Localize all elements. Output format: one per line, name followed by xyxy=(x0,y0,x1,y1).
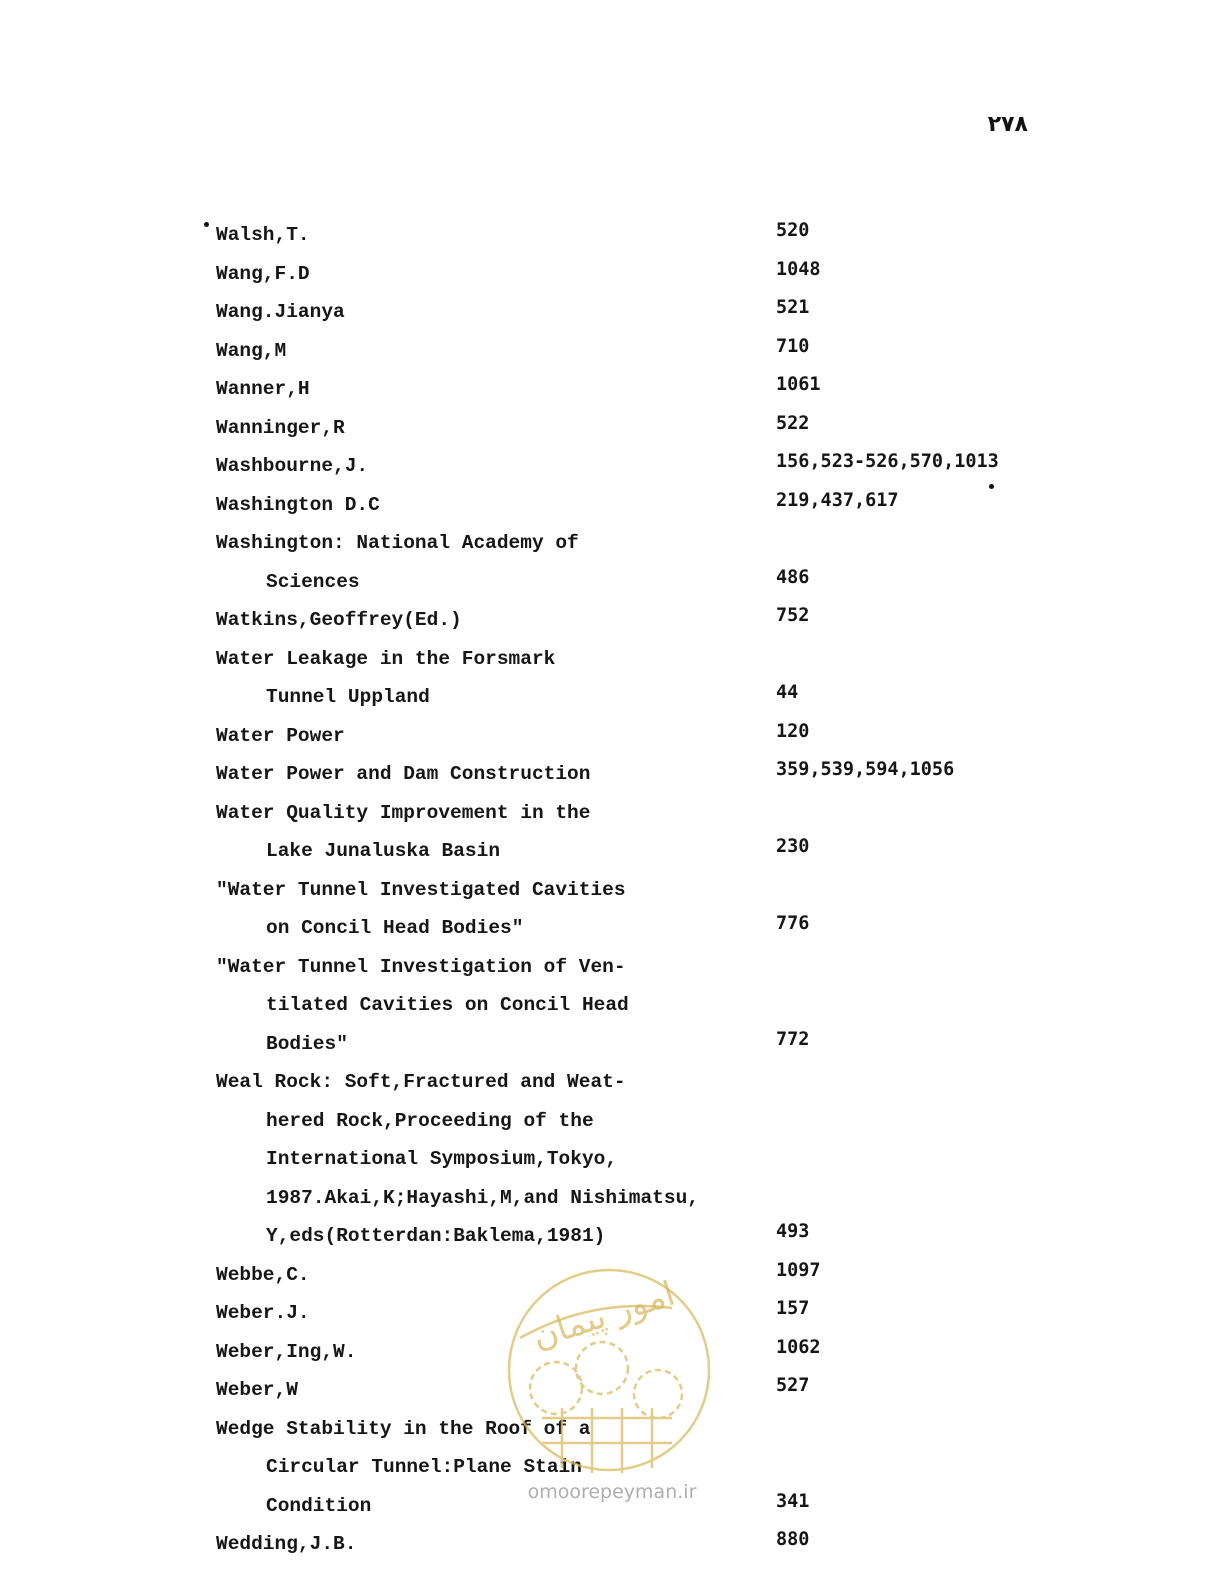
entry-term: on Concil Head Bodies" xyxy=(266,917,524,939)
index-entry xyxy=(0,1142,1228,1181)
entry-pages: 1062 xyxy=(776,1336,821,1358)
entry-pages: 522 xyxy=(776,412,810,434)
entry-pages: 219,437,617 xyxy=(776,489,899,511)
entry-term: International Symposium,Tokyo, xyxy=(266,1148,618,1170)
entry-pages: 521 xyxy=(776,297,810,318)
entry-pages: 156,523-526,570,1013 xyxy=(776,451,999,472)
index-entry xyxy=(0,719,1228,758)
entry-pages: 752 xyxy=(776,605,810,626)
entry-pages: 1048 xyxy=(776,258,821,280)
entry-term: Sciences xyxy=(266,570,360,593)
entry-term: Wang,M xyxy=(216,339,287,362)
index-entry xyxy=(0,1373,1228,1412)
entry-pages: 710 xyxy=(776,335,810,357)
entry-pages: 230 xyxy=(776,836,810,857)
entry-term: Water Quality Improvement in the xyxy=(216,801,591,824)
entry-pages: 520 xyxy=(776,220,810,241)
entry-term: Lake Junaluska Basin xyxy=(266,840,501,862)
entry-term: Wedding,J.B. xyxy=(216,1533,357,1555)
index-entry xyxy=(0,757,1228,796)
entry-pages: 527 xyxy=(776,1375,810,1396)
index-entry xyxy=(0,950,1228,989)
entry-pages: 359,539,594,1056 xyxy=(776,759,955,780)
entry-pages: 44 xyxy=(776,682,799,703)
entry-pages: 1097 xyxy=(776,1259,821,1281)
entry-pages: 341 xyxy=(776,1490,810,1512)
entry-term: Washbourne,J. xyxy=(216,455,369,477)
index-entry xyxy=(0,1489,1228,1528)
watermark-logo-text: امور پیمان xyxy=(527,1273,680,1358)
index-entry xyxy=(0,1027,1228,1066)
index-list xyxy=(0,218,1228,1566)
entry-term: Water Power and Dam Construction xyxy=(216,763,591,785)
speck xyxy=(204,222,209,227)
page-number: ۲۷۸ xyxy=(987,112,1028,137)
entry-term: Tunnel Uppland xyxy=(266,686,430,708)
entry-term: "Water Tunnel Investigated Cavities xyxy=(216,878,626,901)
index-entry xyxy=(0,1219,1228,1258)
entry-pages: 120 xyxy=(776,720,810,742)
entry-term: tilated Cavities on Concil Head xyxy=(266,994,629,1016)
index-entry xyxy=(0,1450,1228,1489)
entry-term: Wedge Stability in the Roof of a xyxy=(216,1417,591,1440)
entry-pages: 486 xyxy=(776,566,810,588)
entry-term: Washington: National Academy of xyxy=(216,532,579,554)
entry-pages: 772 xyxy=(776,1028,810,1050)
entry-pages: 1061 xyxy=(776,374,821,395)
index-entry xyxy=(0,988,1228,1027)
index-entry xyxy=(0,1258,1228,1297)
index-entry xyxy=(0,911,1228,950)
entry-term: "Water Tunnel Investigation of Ven- xyxy=(216,955,626,978)
entry-term: Circular Tunnel:Plane Stain xyxy=(266,1456,582,1478)
entry-term: Walsh,T. xyxy=(216,224,310,246)
index-entry xyxy=(0,1335,1228,1374)
entry-term: Weber,Ing,W. xyxy=(216,1340,357,1363)
entry-pages: 493 xyxy=(776,1221,810,1242)
entry-term: Weber.J. xyxy=(216,1302,310,1324)
index-entry xyxy=(0,1065,1228,1104)
entry-term: Webbe,C. xyxy=(216,1263,310,1286)
entry-term: 1987.Akai,K;Hayashi,M,and Nishimatsu, xyxy=(266,1186,699,1209)
entry-term: Y,eds(Rotterdan:Baklema,1981) xyxy=(266,1225,606,1247)
index-entry xyxy=(0,1296,1228,1335)
entry-term: hered Rock,Proceeding of the xyxy=(266,1109,594,1132)
entry-term: Water Power xyxy=(216,724,345,747)
index-entry xyxy=(0,796,1228,835)
index-entry xyxy=(0,372,1228,411)
entry-term: Washington D.C xyxy=(216,493,380,516)
index-entry xyxy=(0,449,1228,488)
index-entry xyxy=(0,488,1228,527)
index-entry xyxy=(0,680,1228,719)
index-entry xyxy=(0,218,1228,257)
entry-term: Wang,F.D xyxy=(216,262,310,285)
index-entry xyxy=(0,834,1228,873)
index-entry xyxy=(0,1181,1228,1220)
index-entry xyxy=(0,411,1228,450)
entry-term: Weber,W xyxy=(216,1379,298,1401)
index-entry xyxy=(0,295,1228,334)
index-entry xyxy=(0,334,1228,373)
index-entry xyxy=(0,642,1228,681)
index-entry xyxy=(0,257,1228,296)
entry-term: Weal Rock: Soft,Fractured and Weat- xyxy=(216,1071,626,1093)
entry-term: Bodies" xyxy=(266,1032,348,1055)
index-entry xyxy=(0,565,1228,604)
index-entry xyxy=(0,1412,1228,1451)
entry-term: Wang.Jianya xyxy=(216,301,345,323)
entry-term: Wanninger,R xyxy=(216,416,345,439)
entry-pages: 776 xyxy=(776,913,810,934)
index-entry xyxy=(0,873,1228,912)
entry-pages: 880 xyxy=(776,1529,810,1550)
index-entry xyxy=(0,526,1228,565)
entry-term: Watkins,Geoffrey(Ed.) xyxy=(216,609,462,631)
entry-term: Wanner,H xyxy=(216,378,310,400)
entry-pages: 157 xyxy=(776,1298,810,1319)
index-entry xyxy=(0,603,1228,642)
entry-term: Condition xyxy=(266,1494,372,1517)
speck xyxy=(989,484,994,489)
entry-term: Water Leakage in the Forsmark xyxy=(216,647,556,670)
index-entry xyxy=(0,1527,1228,1566)
index-entry xyxy=(0,1104,1228,1143)
watermark-site-text: omoorepeyman.ir xyxy=(527,1481,697,1503)
